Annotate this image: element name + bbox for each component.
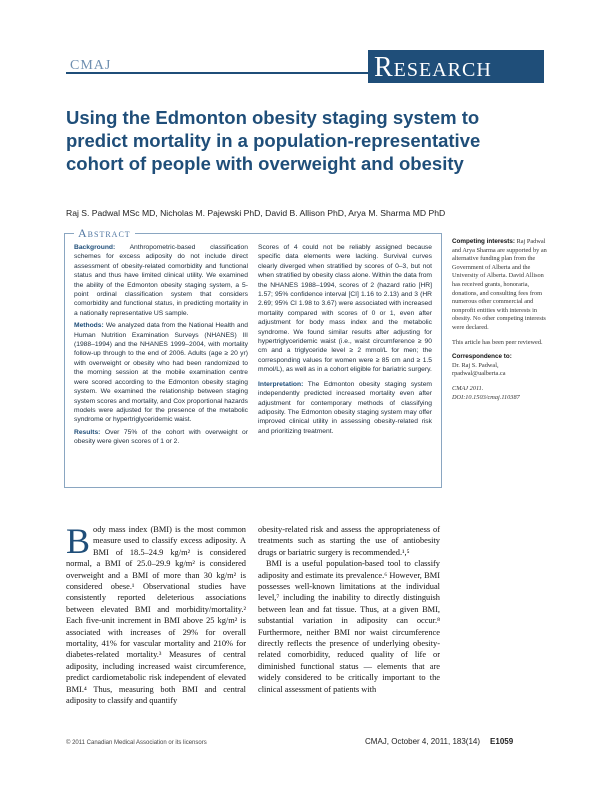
abstract-results-start: Results: Over 75% of the cohort with overweight or obesity were given scores of 1 or 2.	[74, 428, 248, 446]
journal-brand: CMAJ	[70, 58, 112, 73]
article-title: Using the Edmonton obesity staging system to predict mortality in a population-representative cohort of people with overweight and obesity	[66, 107, 481, 174]
author-list: Raj S. Padwal MSc MD, Nicholas M. Pajewski PhD, David B. Allison PhD, Arya M. Sharma MD PhD	[66, 208, 446, 218]
abstract-column-left	[74, 243, 248, 450]
abstract-background: Background: Anthropometric-based classification schemes for excess adiposity do not include direct assessment of obesity-related comorbidity and functional status and thus have limited clinical utility. We examined the ability of the Edmonton obesity staging system, a 5-point ordinal classification system that considers comorbidity and functional status, in predicting mortality in a nationally representative US sample.	[74, 244, 248, 317]
correspondence: Correspondence to: Dr. Raj S. Padwal, rpadwal@ualberta.ca	[452, 353, 512, 378]
abstract-interpretation: Interpretation: The Edmonton obesity staging system independently predicted increased mortality even after adjustment for contemporary methods of classifying adiposity. The Edmonton obesity staging system may offer improved clinical utility in assessing obesity-related risk and prioritizing treatment.	[258, 380, 432, 435]
abstract-heading: Abstract	[74, 226, 135, 241]
abstract-column-right	[258, 243, 432, 439]
abstract-methods: Methods: We analyzed data from the National Health and Human Nutrition Examination Surveys (NHANES) III (1988–1994) and the NHANES 1999–2004, with mortality follow-up through to the end of 2006. Adults (age ≥ 20 yr) with overweight or obesity who had been randomized to the morning session at the mobile examination centre were scored according to the Edmonton obesity staging system. We examined the relationship between staging system scores and mortality, and Cox proportional hazards models were adjusted for the presence of the metabolic syndrome or hypertriglyceridemic waist.	[74, 322, 249, 424]
body-paragraph: obesity-related risk and assess the appropriateness of treatments such as starting the use of antiobesity drugs or bariatric surgery is recommended.¹,⁵	[258, 525, 440, 557]
sidebar-notes	[452, 238, 548, 408]
body-column-left	[66, 521, 246, 707]
section-label: Research	[374, 52, 492, 83]
drop-cap: B	[66, 521, 91, 561]
competing-interests: Competing interests: Raj Padwal and Arya Sharma are supported by an alternative funding plan from the Government of Alberta and the University of Alberta. David Allison has received grants, honoraria, donations, and consulting fees from numerous other commercial and nonprofit entities with interests in obesity. No other competing interests were declared.	[452, 238, 547, 331]
body-paragraph: BMI is a useful population-based tool to classify adiposity and estimate its prevalence.⁶ However, BMI possesses well-known limitations at the individual level,⁷ including the inability to directly distinguish between lean and fat tissue. Thus, at a given BMI, substantial variation in adiposity can occur.⁸ Furthermore, neither BMI nor waist circumference directly reflects the presence of underlying obesity-related comorbidity, reduced quality of life or diminished functional status — elements that are widely considered to be critically important to the clinical assessment of patients with	[258, 559, 440, 694]
body-column-right	[258, 524, 440, 695]
page-number: E1059	[490, 737, 514, 746]
body-paragraph: Body mass index (BMI) is the most common measure used to classify excess adiposity. A BMI of 18.5–24.9 kg/m² is considered normal, a BMI of 25.0–29.9 kg/m² is considered overweight and a BMI of more than 30 kg/m² is considered obese.¹ Observational studies have consistently reported deleterious associations between elevated BMI and morbidity/mortality.² Each five-unit increment in BMI above 25 kg/m² is associated with increases of 29% for overall mortality, 41% for vascular mortality and 210% for diabetes-related mortality.³ Measures of central adiposity, including increased waist circumference, predict cardiometabolic risk independent of elevated BMI.⁴ Thus, measuring both BMI and central adiposity to classify and quantify	[66, 521, 246, 706]
abstract-results-continued: Scores of 4 could not be reliably assigned because specific data elements were lacking. Survival curves clearly diverged when stratified by scores of 0–3, but not when stratified by obesity class alone. Within the data from the NHANES 1988–1994, scores of 2 (hazard ratio [HR] 1.57; 95% confidence interval [CI] 1.16 to 2.13) and 3 (HR 2.69; 95% CI 1.98 to 3.67) were associated with increased mortality compared with scores of 0 or 1, even after adjustment for body mass index and the metabolic syndrome. We found similar results after adjusting for hypertriglyceridemic waist (i.e., waist circumference ≥ 90 cm and a triglyceride level ≥ 2 mmol/L for men; the corresponding values for women were ≥ 85 cm and ≥ 1.5 mmol/L), as well as in a cohort eligible for bariatric surgery.	[258, 244, 432, 374]
journal-footer: CMAJ, October 4, 2011, 183(14) E1059	[365, 737, 514, 746]
copyright-line: © 2011 Canadian Medical Association or its licensors	[66, 740, 207, 746]
doi-citation: CMAJ 2011. DOI:10.1503/cmaj.110387	[452, 384, 520, 401]
peer-review-note: This article has been peer reviewed.	[452, 338, 543, 346]
